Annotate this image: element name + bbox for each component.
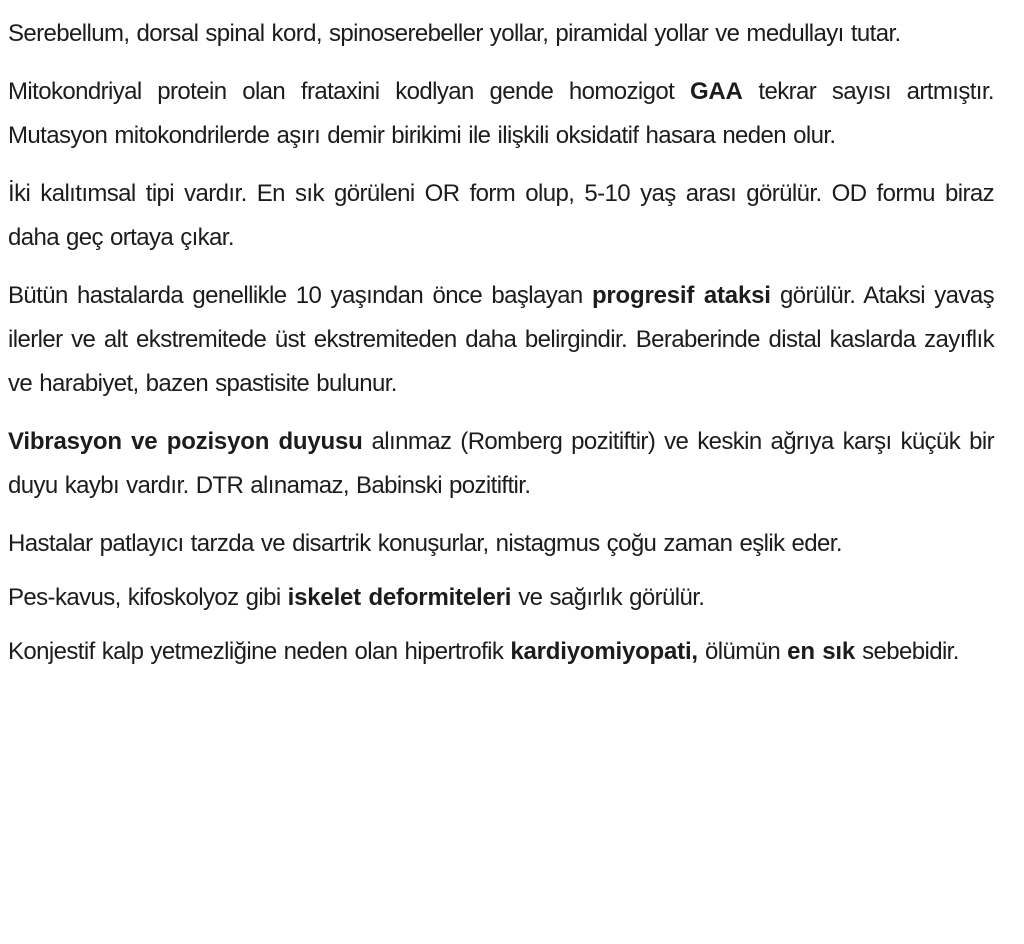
bold-term-en-sik: en sık [787,638,856,665]
paragraph-5 [8,420,994,508]
paragraph-2 [8,70,994,158]
text-segment: Bütün hastalarda genellikle 10 yaşından önce başlayan [8,282,592,309]
text-segment: Mitokondriyal protein olan frataxini kodlyan gende homozigot [8,78,690,105]
paragraph-6 [8,522,994,566]
text-segment: Konjestif kalp yetmezliğine neden olan hipertrofik [8,638,511,665]
text-segment: tekrar sayısı artmıştır. Mutasyon mitokondrilerde aşırı demir birikimi ile ilişkili oksidatif hasara neden olur. [8,78,994,149]
paragraph-3 [8,172,994,260]
paragraph-8 [8,630,994,674]
bold-term-gaa: GAA [689,78,743,105]
text-segment: ölümün [697,638,788,665]
text-segment: Serebellum, dorsal spinal kord, spinoserebeller yollar, piramidal yollar ve medullayı tutar. [8,20,901,47]
text-segment: görülür. Ataksi yavaş ilerler ve alt ekstremitede üst ekstremiteden daha belirgindir. Beraberinde distal kaslarda zayıflık ve harabiyet, bazen spastisite bulunur. [8,282,994,397]
text-segment: Pes-kavus, kifoskolyoz gibi [8,584,288,611]
text-segment: Hastalar patlayıcı tarzda ve disartrik konuşurlar, nistagmus çoğu zaman eşlik eder. [8,530,842,557]
bold-term-vibrasyon: Vibrasyon ve pozisyon duyusu [8,428,363,455]
bold-term-progresif-ataksi: progresif ataksi [591,282,771,309]
paragraph-1 [8,12,994,56]
text-segment: ve sağırlık görülür. [511,584,705,611]
paragraph-4 [8,274,994,406]
text-segment: İki kalıtımsal tipi vardır. En sık görüleni OR form olup, 5-10 yaş arası görülür. OD formu biraz daha geç ortaya çıkar. [8,180,994,251]
paragraph-7 [8,576,994,620]
bold-term-kardiyomiyopati: kardiyomiyopati, [510,638,698,665]
bold-term-iskelet-deformiteleri: iskelet deformiteleri [287,584,512,611]
text-segment: sebebidir. [855,638,959,665]
text-segment: alınmaz (Romberg pozitiftir) ve keskin ağrıya karşı küçük bir duyu kaybı vardır. DTR alınamaz, Babinski pozitiftir. [8,428,995,499]
